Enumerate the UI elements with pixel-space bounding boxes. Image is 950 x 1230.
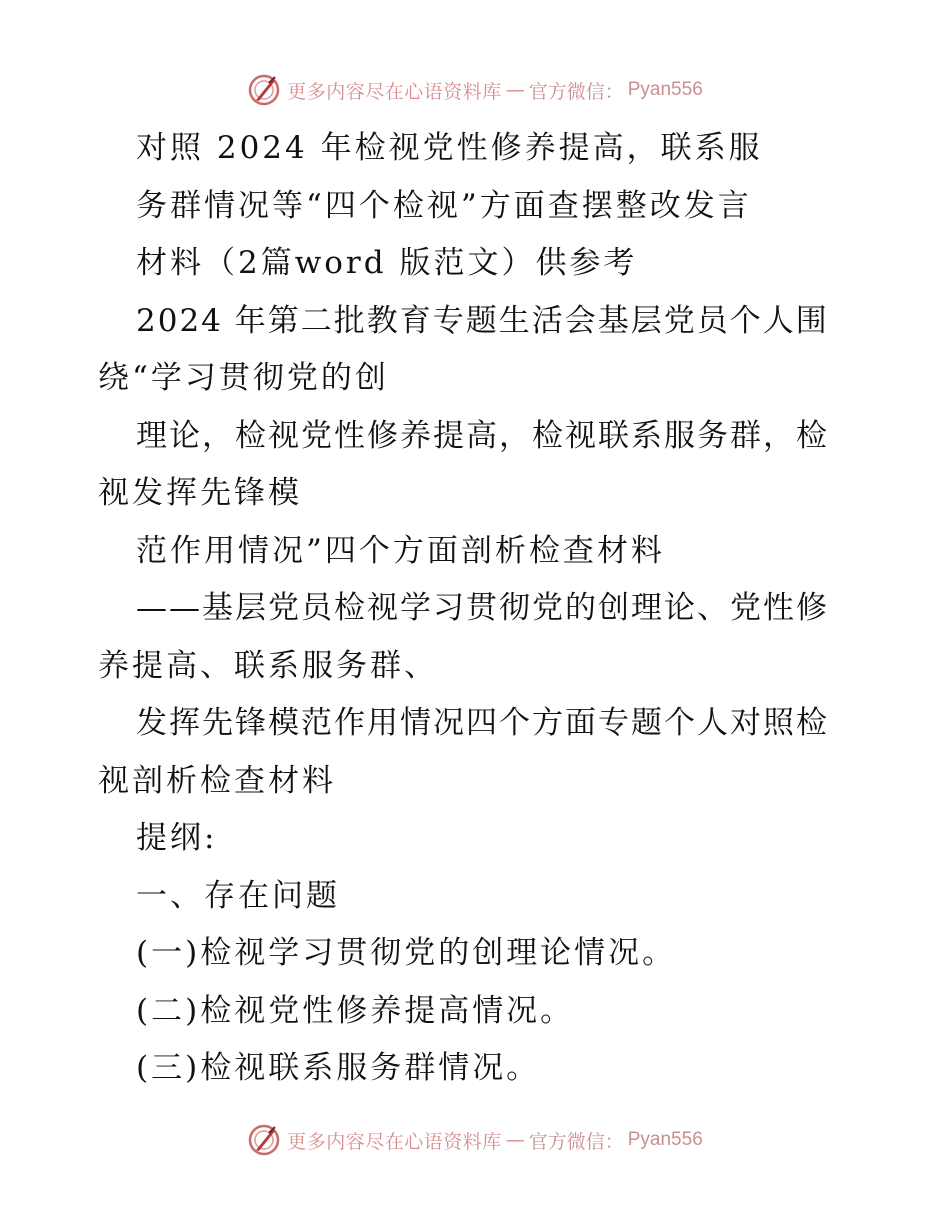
text-line-11: 发挥先锋模范作用情况四个方面专题个人对照检 [136,705,829,741]
watermark-site-text: 更多内容尽在心语资料库 [287,1130,502,1153]
watermark-wechat-label: 官方微信： [528,80,624,103]
watermark-dash: — [505,1129,525,1151]
watermark-wechat-id: Pyan556 [627,79,703,100]
text-line-13: 提纲: [136,820,218,856]
header-watermark [0,70,950,110]
text-line-7: 视发挥先锋模 [98,475,302,511]
text-line-4: 2024 年第二批教育专题生活会基层党员个人围 [136,302,829,339]
text-line-17: (三)检视联系服务群情况。 [136,1050,541,1086]
text-line-2: 务群情况等“四个检视”方面查摆整改发言 [136,187,752,224]
quill-logo-icon [247,1123,281,1157]
text-line-1: 对照 2024 年检视党性修养提高，联系服 [136,130,763,166]
text-line-12: 视剖析检查材料 [98,762,336,799]
quill-logo-icon [247,73,281,107]
text-line-5: 绕“学习贯彻党的创 [98,360,389,396]
text-line-8: 范作用情况”四个方面剖析检查材料 [136,532,665,569]
text-line-6: 理论，检视党性修养提高，检视联系服务群，检 [136,417,829,454]
watermark-site-text: 更多内容尽在心语资料库 [287,80,502,103]
footer-watermark [0,1120,950,1160]
watermark-wechat-id: Pyan556 [627,1129,703,1150]
text-line-10: 养提高、联系服务群、 [98,647,438,684]
text-line-16: (二)检视党性修养提高情况。 [136,992,575,1029]
text-line-14: 一、存在问题 [136,877,340,914]
text-line-15: (一)检视学习贯彻党的创理论情况。 [136,935,677,971]
document-body [98,120,858,1098]
text-line-9: ——基层党员检视学习贯彻党的创理论、党性修 [136,590,829,626]
watermark-wechat-label: 官方微信： [528,1130,624,1153]
watermark-dash: — [505,79,525,101]
text-line-3: 材料（2篇word 版范文）供参考 [136,245,638,281]
